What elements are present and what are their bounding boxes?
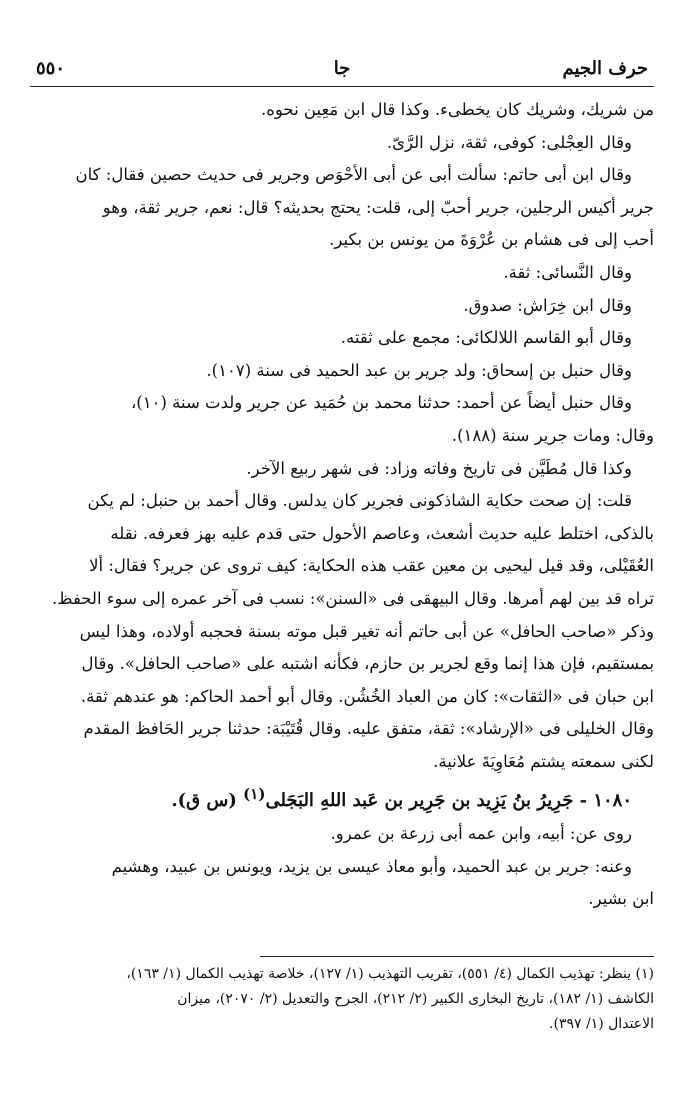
text-line: وعنه: جرير بن عبد الحميد، وأبو معاذ عيسى بن يزيد، ويونس بن عبيد، وهشيم — [111, 856, 632, 876]
text-line: وكذا قال مُطَيَّن فى تاريخ وفاته وزاد: فى شهر ربيع الآخر. — [246, 458, 632, 478]
running-header — [30, 52, 654, 87]
text-line: بالذكى، اختلط عليه حديث أشعث، وعاصم الأحول حتى قدم عليه بهز فعرفه. نقله — [110, 523, 654, 543]
main-text — [30, 94, 654, 916]
page-number: ٥٥٠ — [36, 58, 66, 79]
text-line: وقال حنبل أيضاً عن أحمد: حدثنا محمد بن حُمَيد عن جرير ولدت سنة (١٠)، — [130, 393, 632, 413]
text-line: وقال العِجْلى: كوفى، ثقة، نزل الرَّىّ. — [386, 132, 632, 152]
footnote-divider — [260, 956, 654, 957]
footnote-line: (١) ينظر: تهذيب الكمال (٤/ ٥٥١)، تقريب التهذيب (١/ ١٢٧)، خلاصة تهذيب الكمال (١/ ١٦٣)، — [126, 966, 654, 982]
footnote-marker: (١) — [243, 785, 266, 804]
text-line: وقال ابن خِرَاش: صدوق. — [463, 295, 632, 315]
entry-title: ١٠٨٠ - جَرِيرُ بنُ يَزِيد بن جَرِير بن عَبد اللهِ البَجَلى — [265, 790, 632, 812]
text-line: العُقَيْلى، وقد قيل ليحيى بن معين عقب هذه الحكاية: كيف تروى عن جرير؟ فقال: ألا — [89, 556, 654, 576]
text-line: وقال حنبل بن إسحاق: ولد جرير بن عبد الحميد فى سنة (١٠٧). — [206, 360, 632, 380]
chapter-title: حرف الجيم — [562, 58, 648, 79]
entry-heading — [30, 778, 654, 818]
text-line: بمستقيم، فإن هذا إنما وقع لجرير بن حازم، فكأنه اشتبه على «صاحب الحافل». وقال — [81, 654, 654, 674]
text-line: وذكر «صاحب الحافل» عن أبى حاتم أنه تغير قبل موته بسنة فحجبه أولاده، وهذا ليس — [79, 621, 654, 641]
text-line: ابن بشير. — [588, 889, 654, 909]
text-line: روى عن: أبيه، وابن عمه أبى زرعة بن عمرو. — [330, 824, 632, 844]
entry-sigla: (س ق). — [171, 790, 237, 812]
text-line: وقال: ومات جرير سنة (١٨٨). — [451, 425, 654, 445]
text-line: جرير أكيس الرجلين، جرير أحبّ إلى، قلت: يحتج بحديثه؟ قال: نعم، جرير ثقة، وهو — [102, 197, 654, 217]
text-line: تراه قد بين لهم أمرها. وقال البيهقى فى «السنن»: نسب فى آخر عمره إلى سوء الحفظ. — [52, 588, 654, 608]
book-page — [30, 0, 654, 1098]
text-line: لكنى سمعته يشتم مُعَاوِيَةَ علانية. — [433, 751, 654, 771]
footnote-line: الكاشف (١/ ١٨٢)، تاريخ البخارى الكبير (٢/ ٢١٢)، الجرح والتعديل (٢/ ٢٠٧٠)، ميزان — [177, 991, 654, 1007]
text-line: أحب إلى فى هشام بن عُرْوَةَ من يونس بن بكير. — [329, 230, 654, 250]
footnote-line: الاعتدال (١/ ٣٩٧). — [549, 1016, 654, 1032]
text-line: وقال الخليلى فى «الإرشاد»: ثقة، متفق عليه. وقال قُتَيْبَة: حدثنا جرير الحَافظ المقدم — [83, 719, 654, 739]
text-line: وقال النَّسائى: ثقة. — [503, 262, 632, 282]
footnotes — [30, 962, 654, 1037]
volume-label: جا — [333, 58, 351, 79]
text-line: وقال أبو القاسم اللالكائى: مجمع على ثقته. — [340, 328, 632, 348]
text-line: وقال ابن أبى حاتم: سألت أبى عن أبى الأحْوَص وجرير فى حديث حصين فقال: كان — [75, 165, 632, 185]
text-line: ابن حبان فى «الثقات»: كان من العباد الخُشُن. وقال أبو أحمد الحاكم: هو عندهم ثقة. — [80, 686, 654, 706]
text-line: من شريك، وشريك كان يخطىء. وكذا قال ابن مَعِين نحوه. — [261, 100, 654, 119]
text-line: قلت: إن صحت حكاية الشاذكونى فجرير كان يدلس. وقال أحمد بن حنبل: لم يكن — [87, 491, 632, 511]
